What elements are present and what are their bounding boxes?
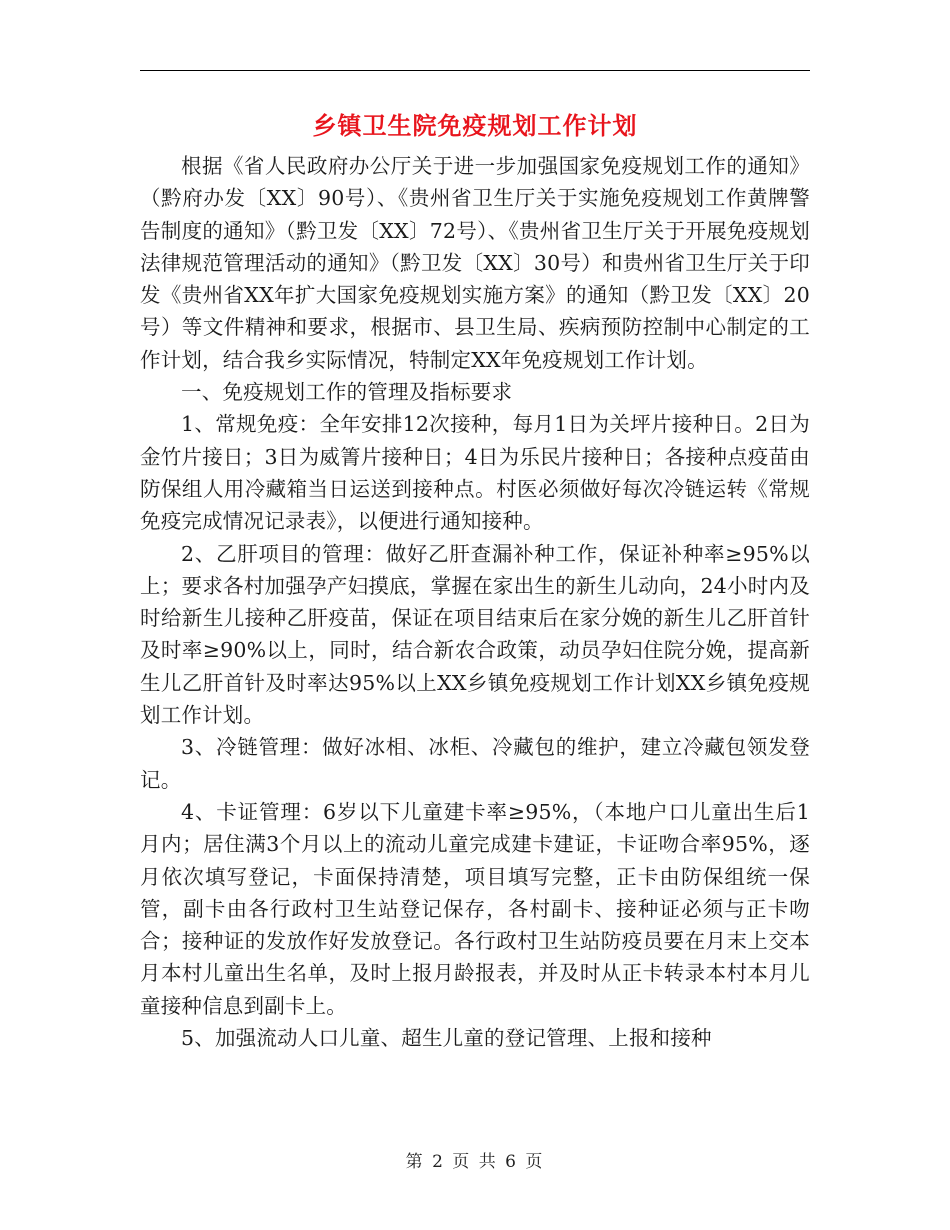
- item-cold-chain: 3、冷链管理：做好冰相、冰柜、冷藏包的维护，建立冷藏包领发登记。: [140, 735, 810, 792]
- page-number: 第 2 页 共 6 页: [405, 1152, 545, 1172]
- item-routine-immunization: 1、常规免疫：全年安排12次接种，每月1日为关坪片接种日。2日为金竹片接日；3日为威箐片接种日；4日为乐民片接种日；各接种点疫苗由防保组人用冷藏箱当日运送到接种点。村医必须做好每次冷链运转《常规免疫完成情况记录表》，以便进行通知接种。: [140, 412, 810, 534]
- header-rule: [140, 70, 810, 71]
- item-hepatitis-b: 2、乙肝项目的管理：做好乙肝查漏补种工作，保证补种率≥95%以上；要求各村加强孕产妇摸底，掌握在家出生的新生儿动向，24小时内及时给新生儿接种乙肝疫苗，保证在项目结束后在家分娩的新生儿乙肝首针及时率≥90%以上，同时，结合新农合政策，动员孕妇住院分娩，提高新生儿乙肝首针及时率达95%以上XX乡镇免疫规划工作计划XX乡镇免疫规划工作计划。: [140, 541, 810, 728]
- item-floating-population: 5、加强流动人口儿童、超生儿童的登记管理、上报和接种: [181, 1026, 712, 1051]
- document-title: 乡镇卫生院免疫规划工作计划: [312, 111, 638, 140]
- intro-paragraph: 根据《省人民政府办公厅关于进一步加强国家免疫规划工作的通知》（黔府办发〔XX〕90号）、《贵州省卫生厅关于实施免疫规划工作黄牌警告制度的通知》（黔卫发〔XX〕72号）、《贵州省卫生厅关于开展免疫规划法律规范管理活动的通知》（黔卫发〔XX〕30号）和贵州省卫生厅关于印发《贵州省XX年扩大国家免疫规划实施方案》的通知（黔卫发〔XX〕20号）等文件精神和要求，根据市、县卫生局、疾病预防控制中心制定的工作计划，结合我乡实际情况，特制定XX年免疫规划工作计划。: [140, 154, 810, 372]
- item-card-certificate: 4、卡证管理：6岁以下儿童建卡率≥95%，（本地户口儿童出生后1月内；居住满3个月以上的流动儿童完成建卡建证，卡证吻合率95%，逐月依次填写登记，卡面保持清楚，项目填写完整，正卡由防保组统一保管，副卡由各行政村卫生站登记保存，各村副卡、接种证必须与正卡吻合；接种证的发放作好发放登记。各行政村卫生站防疫员要在月末上交本月本村儿童出生名单，及时上报月龄报表，并及时从正卡转录本村本月儿童接种信息到副卡上。: [140, 799, 810, 1018]
- section-heading: 一、免疫规划工作的管理及指标要求: [181, 380, 513, 405]
- document-body: [140, 150, 810, 1054]
